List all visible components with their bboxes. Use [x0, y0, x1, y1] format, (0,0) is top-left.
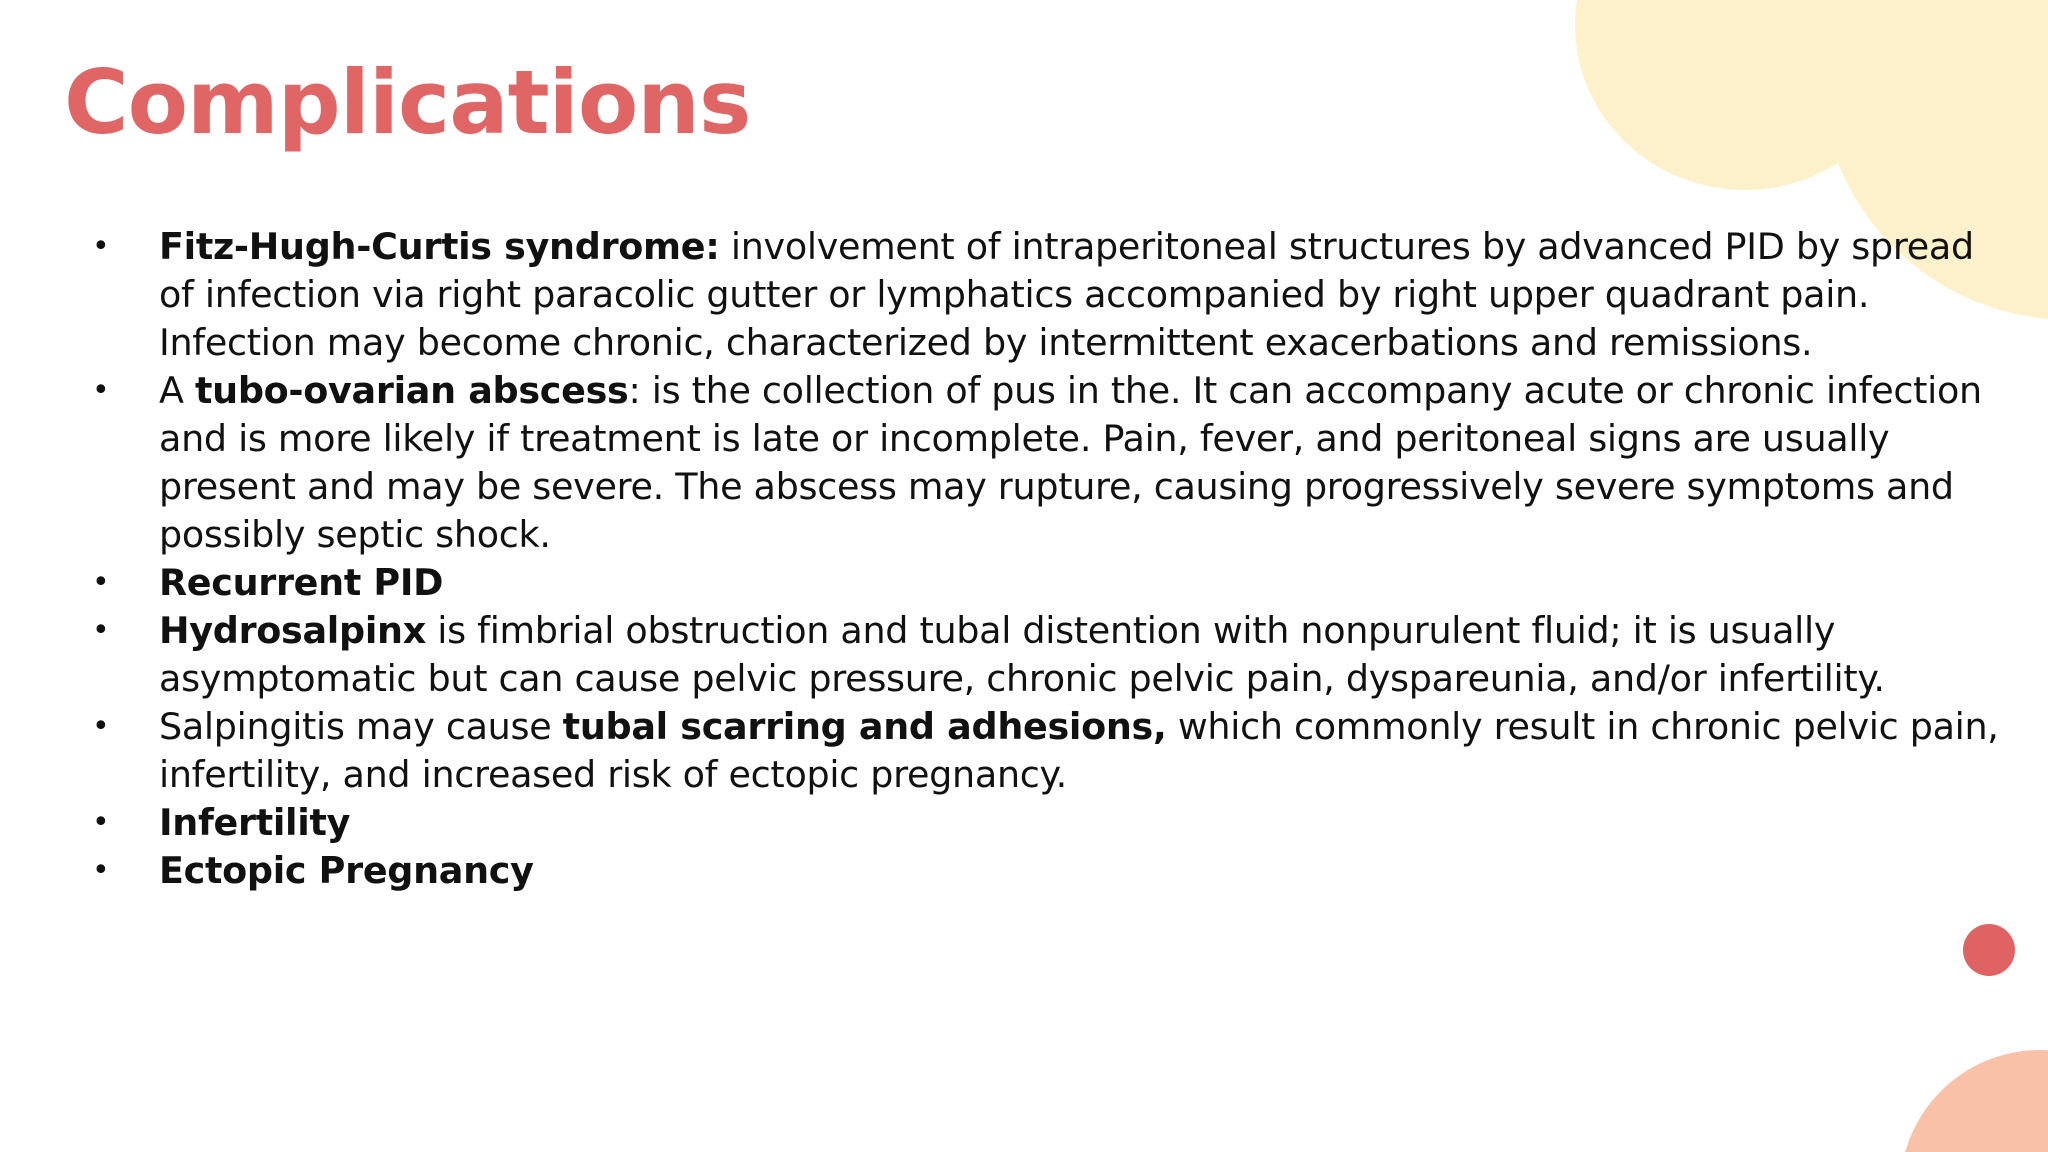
item-text-bold: Ectopic Pregnancy: [159, 849, 534, 892]
item-text-pre: A: [159, 369, 195, 412]
decorative-red-dot: [1963, 924, 2015, 976]
slide-title: Complications: [64, 51, 751, 154]
list-item-fitz-hugh-curtis: [90, 223, 2010, 367]
item-text-bold: tubo-ovarian abscess: [194, 369, 629, 412]
item-text-post: which commonly result in chronic pelvic pain, infertility, and increased risk of ectopic pregnancy.: [159, 705, 1999, 796]
list-item-ectopic-pregnancy: [90, 847, 2010, 895]
item-text-pre: Salpingitis may cause: [159, 705, 563, 748]
list-item-hydrosalpinx: [90, 607, 2010, 703]
item-text-bold: Infertility: [159, 801, 351, 844]
bullet-icon: •: [92, 229, 110, 264]
bullet-icon: •: [92, 373, 110, 408]
bullet-icon: •: [92, 613, 110, 648]
item-text-bold: Fitz-Hugh-Curtis syndrome:: [159, 225, 720, 268]
list-item-infertility: [90, 799, 2010, 847]
item-text-post: is fimbrial obstruction and tubal distention with nonpurulent fluid; it is usually asymptomatic but can cause pelvic pressure, chronic pelvic pain, dyspareunia, and/or infertility.: [159, 609, 1885, 700]
item-text-post: : is the collection of pus in the. It can accompany acute or chronic infection and is more likely if treatment is late or incomplete. Pain, fever, and peritoneal signs are usually present and may be severe. The abscess may rupture, causing progressively severe symptoms and possibly septic shock.: [159, 369, 1982, 556]
bullet-icon: •: [92, 709, 110, 744]
complications-list: [90, 223, 2010, 895]
item-text-post: involvement of intraperitoneal structures by advanced PID by spread of infection via right paracolic gutter or lymphatics accompanied by right upper quadrant pain. Infection may become chronic, characterized by intermittent exacerbations and remissions.: [159, 225, 1974, 364]
bullet-icon: •: [92, 805, 110, 840]
item-text-bold: tubal scarring and adhesions,: [562, 705, 1167, 748]
item-text-bold: Hydrosalpinx: [159, 609, 426, 652]
decorative-peach-circle: [1900, 1050, 2048, 1152]
item-text-bold: Recurrent PID: [159, 561, 444, 604]
bullet-icon: •: [92, 565, 110, 600]
list-item-recurrent-pid: [90, 559, 2010, 607]
bullet-icon: •: [92, 853, 110, 888]
list-item-tubo-ovarian-abscess: [90, 367, 2010, 559]
list-item-salpingitis: [90, 703, 2010, 799]
